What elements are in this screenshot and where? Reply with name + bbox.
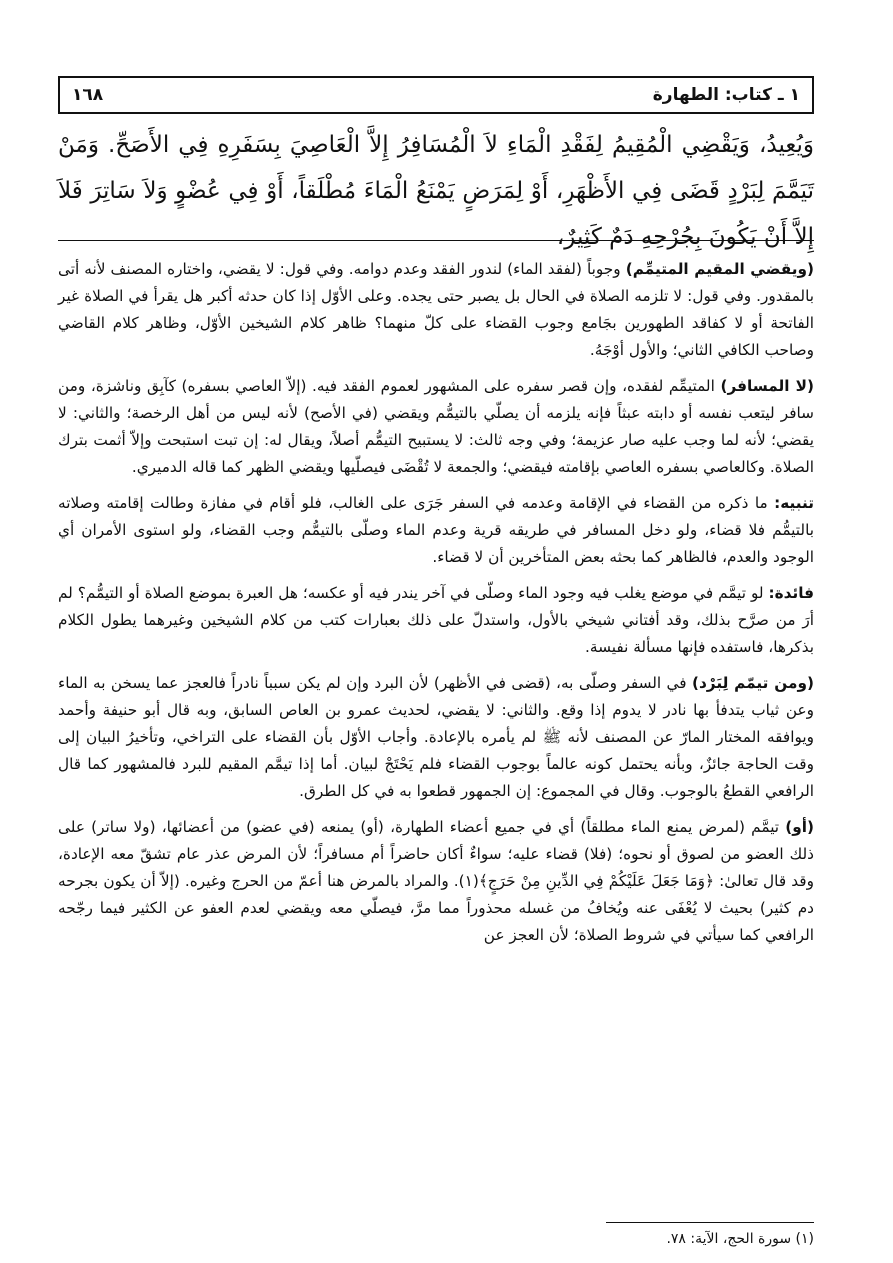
paragraph-text: المتيمِّم لفقده، وإن قصر سفره على المشهور لعموم الفقد فيه. (إلاّ العاصي بسفره) كآبِق وناشزة، ومن سافر ليتعب نفسه أو دابته عبثاً فإنه يلزمه أن يصلّي بالتيمُّم ويقضي (في الأصح) لأنه ليس من أهل الرخصة؛ والثاني: لا يقضي؛ لأنه لما وجب عليه صار عزيمة؛ وفي وجه ثالث: لا يستبيح التيمُّم أصلاً، ويقال له: إن تبت استبحت وإلاّ أثمت بترك الصلاة. وكالعاصي بسفره العاصي بإقامته فيقضي؛ والجمعة لا تُقْضَى فيصلّيها ويقضي الظهر كما قاله الدميري.	[58, 377, 814, 476]
paragraph-lead: فائدة:	[768, 584, 814, 602]
section-divider	[58, 240, 814, 241]
commentary-paragraph	[58, 814, 814, 949]
paragraph-text: في السفر وصلّى به، (قضى في الأظهر) لأن البرد وإن لم يكن سبباً نادراً فالعجز عما يسخن به الماء وعن ثياب يتدفأ بها نادر لا يدوم إذا وقع. والثاني: لا يقضي، لحديث عمرو بن العاص السابق، وبه قال أبو حنيفة وأحمد ويوافقه المختار المارّ عن المصنف لأنه ﷺ لم يأمره بالإعادة. وأجاب الأوّل بأن القضاء على التراخي، وتأخيرُ البيان إلى وقت الحاجة جائزٌ، وبأنه يحتمل كونه عالماً بوجوب القضاء فلم يَحْتَجْ لبيان. أما إذا تيمَّم المقيم للبرد فالمشهور كما قال الرافعي القطعُ بالوجوب. وقال في المجموع: إن الجمهور قطعوا به في كل الطرق.	[58, 674, 814, 800]
commentary-paragraph	[58, 490, 814, 571]
page-number: ١٦٨	[72, 85, 104, 105]
main-text: وَيُعِيدُ، وَيَقْضِي الْمُقِيمُ لِفَقْدِ الْمَاءِ لاَ الْمُسَافِرُ إِلاَّ الْعَاصِيَ بِسَفَرِهِ فِي الأَصَحِّ. وَمَنْ تَيَمَّمَ لِبَرْدٍ قَضَى فِي الأَظْهَرِ، أَوْ لِمَرَضٍ يَمْنَعُ الْمَاءَ مُطْلَقاً، أَوْ فِي عُضْوٍ وَلاَ سَاتِرَ فَلاَ إِلاَّ أَنْ يَكُونَ بِجُرْحِهِ دَمٌ كَثِيرٌ،	[58, 132, 814, 250]
paragraph-text: تيمَّم (لمرض يمنع الماء مطلقاً) أي في جميع أعضاء الطهارة، (أو) يمنعه (في عضو) من أعضائها، (ولا ساتر) على ذلك العضو من لصوق أو نحوه؛ (فلا) قضاء عليه؛ سواءٌ أكان حاضراً أم مسافراً؛ لأن المرض عذر عام تشقّ معه الإعادة، وقد قال تعالىٰ: ﴿وَمَا جَعَلَ عَلَيْكُمْ فِي الدِّينِ مِنْ حَرَجٍ﴾(١). والمراد بالمرض هنا أعمّ من الحرج وغيره. (إلاّ أن يكون بجرحه دم كثير) بحيث لا يُعْفَى عنه ويُخافُ من غسله محذوراً مما مرَّ، فيصلّي معه ويقضي لعدم العفو عن الكثير فيما رجّحه الرافعي كما سيأتي في شروط الصلاة؛ لأن العجز عن	[58, 818, 814, 944]
paragraph-lead: (لا المسافر)	[720, 377, 814, 395]
paragraph-lead: (أو)	[785, 818, 814, 836]
paragraph-text: ما ذكره من القضاء في الإقامة وعدمه في السفر جَرَى على الغالب، فلو أقام في مفازة وطالت إقامته وصلاته بالتيمُّم فلا قضاء، ولو دخل المسافر في طريقه قرية وعدم الماء وصلّى بالتيمُّم وجب القضاء، ولو استوى الأمران أي الوجود والعدم، فالظاهر كما بحثه بعض المتأخرين أن لا قضاء.	[58, 494, 814, 566]
commentary	[58, 256, 814, 958]
footnote: (١) سورة الحج، الآية: ٧٨.	[666, 1231, 814, 1247]
page-header	[58, 76, 814, 114]
paragraph-lead: (ومن تيمّم لِبَرْد)	[691, 674, 814, 692]
chapter-title: ١ ـ كتاب: الطهارة	[652, 85, 800, 105]
paragraph-lead: (ويقضي المقيم المتيمِّم)	[625, 260, 815, 278]
commentary-paragraph	[58, 670, 814, 805]
commentary-paragraph	[58, 373, 814, 481]
commentary-paragraph	[58, 256, 814, 364]
footnote-divider	[606, 1222, 814, 1223]
commentary-paragraph	[58, 580, 814, 661]
paragraph-text: لو تيمَّم في موضع يغلب فيه وجود الماء وصلّى في آخر يندر فيه أو عكسه؛ هل العبرة بموضع الصلاة أو التيمُّم؟ لم أرَ من صرَّح بذلك، وقد أفتاني شيخي بالأول، واستدلّ على ذلك بعبارات كتب من كلام الشيخين وغيرهما يطول الكلام بذكرها، فاستفده فإنها مسألة نفيسة.	[58, 584, 814, 656]
paragraph-lead: تنبيه:	[774, 494, 814, 512]
paragraph-text: وجوباً (لفقد الماء) لندور الفقد وعدم دوامه. وفي قول: لا يقضي، واختاره المصنف لأنه أتى بالمقدور. وفي قول: لا تلزمه الصلاة في الحال بل يصبر حتى يجده. وعلى الأوّل إذا كان حدثه أكبر هل يقرأ في الصلاة غير الفاتحة أو لا كفاقد الطهورين بجَامع وجوب القضاء على كلّ منهما؟ ظاهر كلام الشيخين الأوّل، وظاهر كلام القاضي وصاحب الكافي الثاني؛ والأول أوْجَهُ.	[58, 260, 814, 359]
